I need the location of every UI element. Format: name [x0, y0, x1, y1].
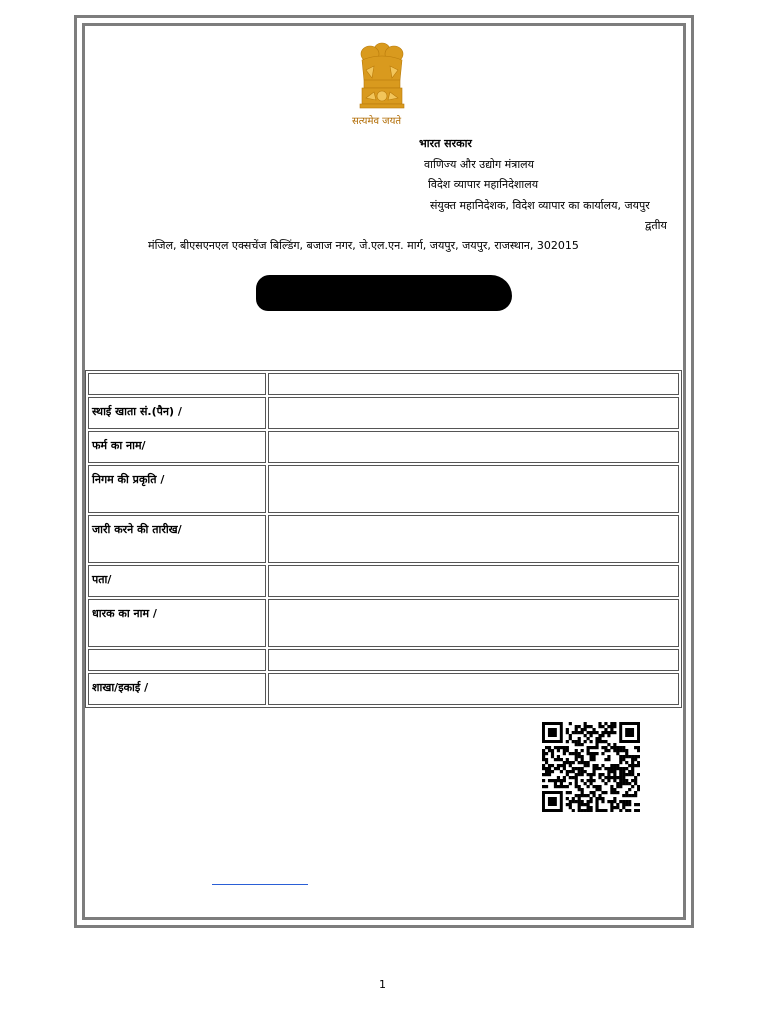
row-value: [268, 649, 679, 671]
row-label: जारी करने की तारीख/: [88, 515, 266, 563]
redacted-block: [256, 275, 512, 311]
row-label: स्थाई खाता सं.(पैन) /: [88, 397, 266, 429]
ministry-name: वाणिज्य और उद्योग मंत्रालय: [424, 158, 535, 171]
details-table: [85, 370, 682, 708]
address-line-2: मंजिल, बीएसएनएल एक्सचेंज बिल्डिंग, बजाज नगर, जे.एल.एन. मार्ग, जयपुर, जयपुर, राजस्थान, 302015: [148, 239, 579, 252]
national-emblem-icon: [352, 40, 412, 122]
row-value: [268, 373, 679, 395]
table-row: [88, 649, 679, 671]
row-label: [88, 649, 266, 671]
table-row: [88, 565, 679, 597]
row-value: [268, 565, 679, 597]
emblem-motto: सत्यमेव जयते: [352, 116, 402, 127]
link-underline[interactable]: [212, 884, 308, 885]
row-value: [268, 397, 679, 429]
government-name: भारत सरकार: [419, 137, 472, 150]
row-value: [268, 673, 679, 705]
qr-code-icon: [542, 722, 640, 812]
directorate-name: विदेश व्यापार महानिदेशालय: [428, 178, 539, 191]
table-row: [88, 397, 679, 429]
row-label: [88, 373, 266, 395]
table-row: [88, 373, 679, 395]
table-row: [88, 673, 679, 705]
address-line-1: द्वतीय: [645, 219, 667, 232]
office-name: संयुक्त महानिदेशक, विदेश व्यापार का कार्यालय, जयपुर: [430, 199, 650, 212]
row-label: फर्म का नाम/: [88, 431, 266, 463]
row-value: [268, 515, 679, 563]
table-row: [88, 431, 679, 463]
row-label: शाखा/इकाई /: [88, 673, 266, 705]
row-value: [268, 465, 679, 513]
page-number: 1: [379, 978, 386, 991]
row-value: [268, 599, 679, 647]
table-row: [88, 515, 679, 563]
row-label: निगम की प्रकृति /: [88, 465, 266, 513]
table-row: [88, 465, 679, 513]
table-row: [88, 599, 679, 647]
row-label: धारक का नाम /: [88, 599, 266, 647]
row-value: [268, 431, 679, 463]
row-label: पता/: [88, 565, 266, 597]
